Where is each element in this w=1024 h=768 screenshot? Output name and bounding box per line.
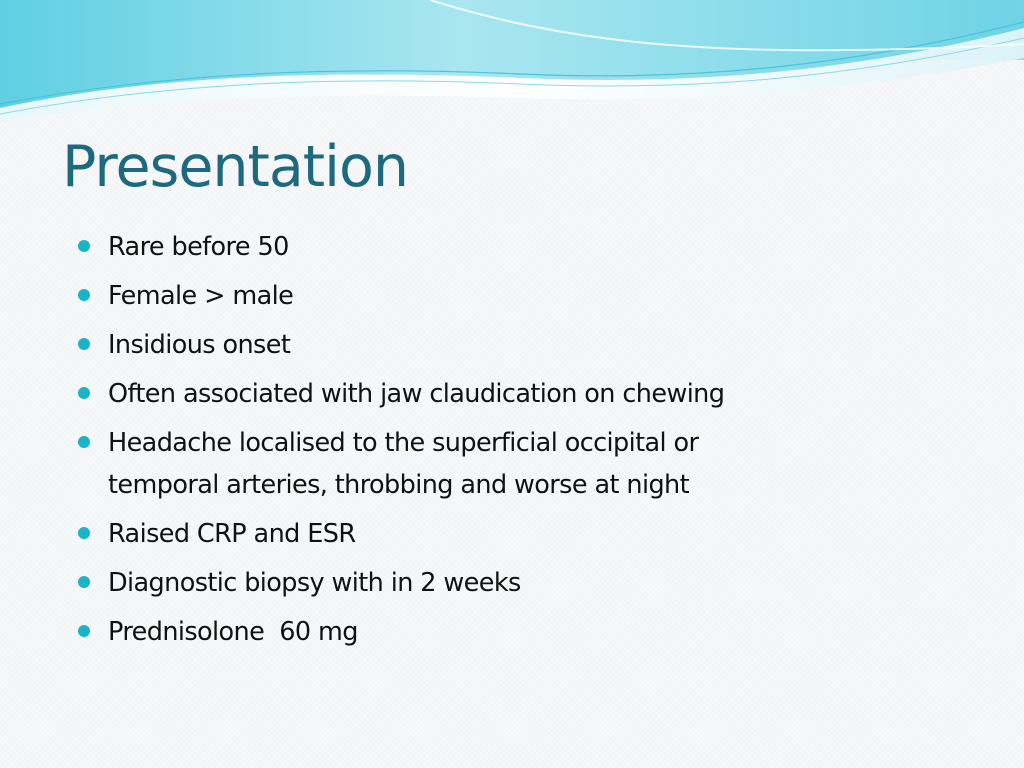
bullet-item (78, 611, 978, 653)
bullet-item (78, 226, 978, 268)
bullet-item (78, 562, 978, 604)
bullet-text: Headache localised to the superficial occipital or temporal arteries, throbbing and worse at night (108, 428, 699, 500)
bullet-text: Often associated with jaw claudication on chewing (108, 379, 725, 409)
bullet-dot-icon (78, 289, 90, 301)
bullet-dot-icon (78, 625, 90, 637)
bullet-dot-icon (78, 240, 90, 252)
bullet-dot-icon (78, 387, 90, 399)
bullet-dot-icon (78, 338, 90, 350)
bullet-item (78, 422, 808, 506)
bullet-list (78, 226, 978, 660)
slide-title: Presentation (62, 134, 408, 200)
bullet-dot-icon (78, 527, 90, 539)
bullet-item (78, 275, 978, 317)
bullet-item (78, 324, 978, 366)
bullet-text: Prednisolone 60 mg (108, 617, 358, 647)
bullet-item (78, 373, 978, 415)
bullet-text: Rare before 50 (108, 232, 289, 262)
header-wave-decoration (0, 0, 1024, 130)
bullet-text: Female > male (108, 281, 294, 311)
bullet-dot-icon (78, 436, 90, 448)
bullet-text: Insidious onset (108, 330, 291, 360)
bullet-text: Raised CRP and ESR (108, 519, 356, 549)
bullet-dot-icon (78, 576, 90, 588)
bullet-item (78, 513, 978, 555)
bullet-text: Diagnostic biopsy with in 2 weeks (108, 568, 521, 598)
